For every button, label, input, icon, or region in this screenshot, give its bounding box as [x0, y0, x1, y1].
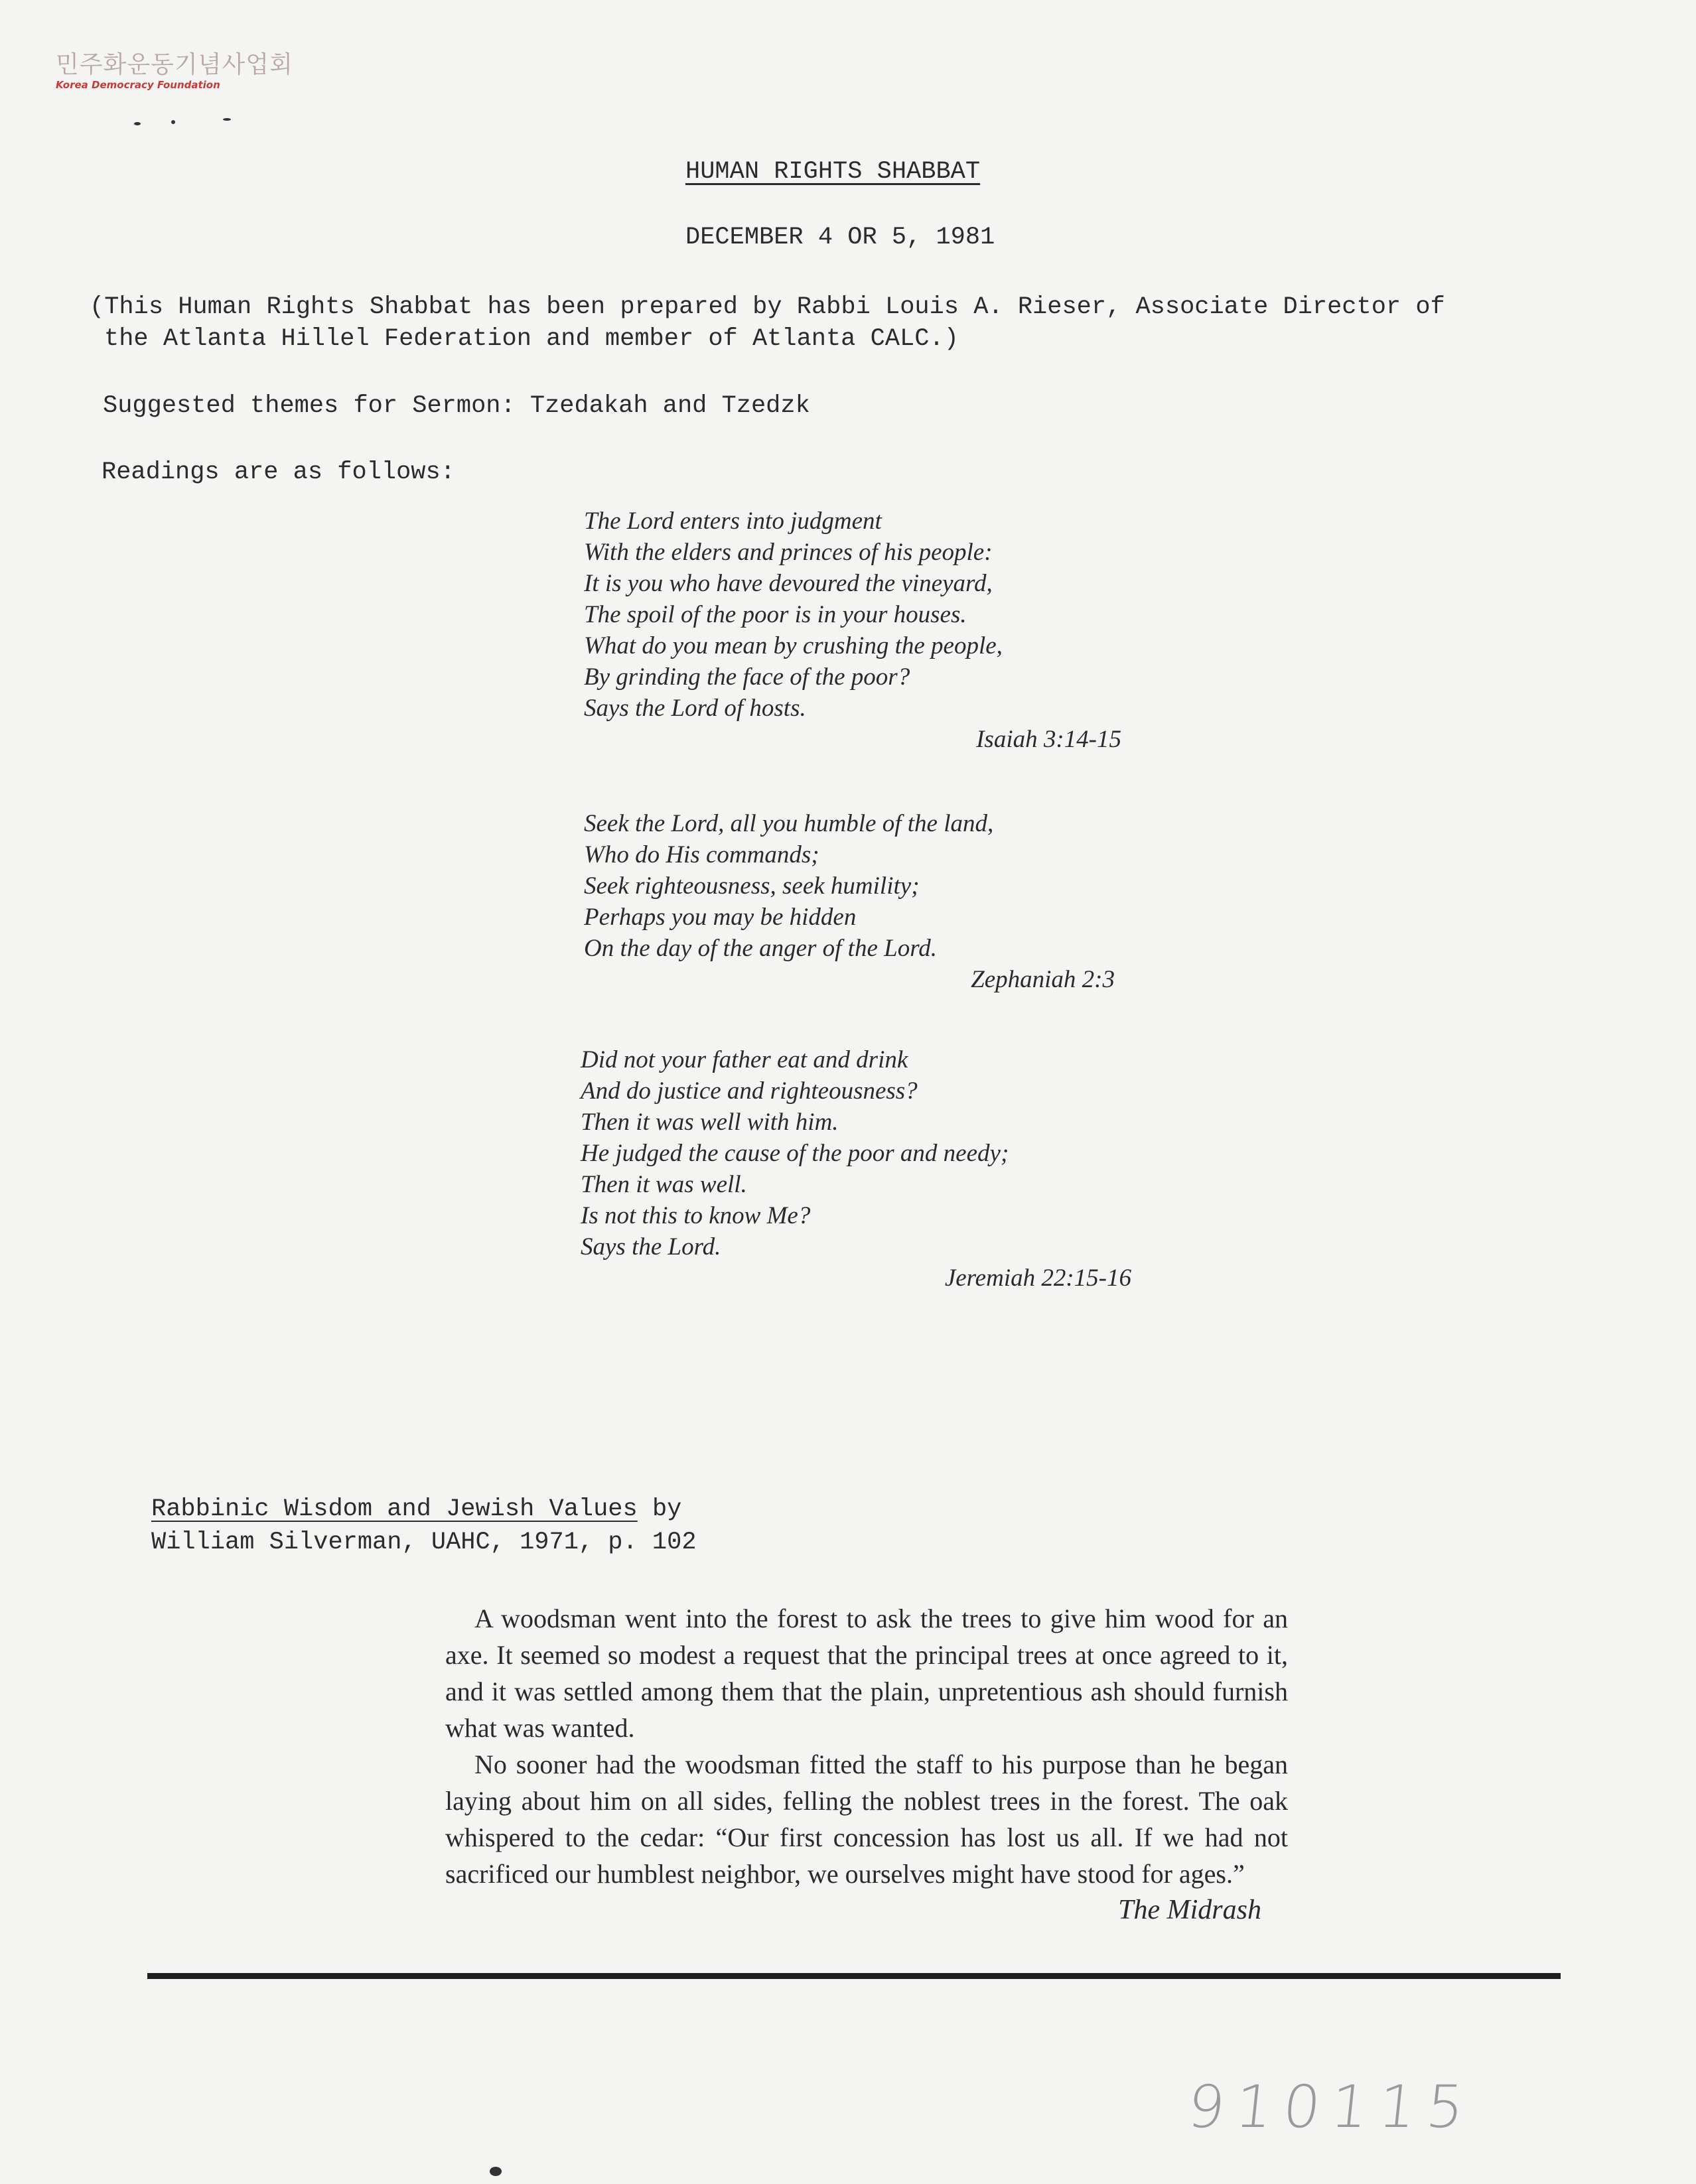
- ink-speck: [134, 122, 141, 125]
- source-book-line: [151, 1495, 681, 1523]
- preparer-note-line2: the Atlanta Hillel Federation and member of Atlanta CALC.): [104, 325, 959, 353]
- verse-line: He judged the cause of the poor and needy;: [581, 1140, 1009, 1167]
- midrash-story: [445, 1600, 1288, 1929]
- verse-line: What do you mean by crushing the people,: [584, 632, 1003, 659]
- verse-line: Says the Lord of hosts.: [584, 695, 806, 722]
- verse-line: Did not your father eat and drink: [581, 1046, 908, 1073]
- page-title: HUMAN RIGHTS SHABBAT: [685, 158, 981, 186]
- reading-jeremiah: [581, 1044, 1131, 1294]
- verse-line: The spoil of the poor is in your houses.: [584, 601, 967, 628]
- verse-line: Seek the Lord, all you humble of the land,: [584, 810, 994, 837]
- verse-line: And do justice and righteousness?: [581, 1077, 918, 1105]
- source-author-line: William Silverman, UAHC, 1971, p. 102: [151, 1529, 697, 1556]
- story-paragraph-2: No sooner had the woodsman fitted the staff to his purpose than he began laying about him on all sides, felling the noblest trees in the forest. The oak whispered to the cedar: “Our first concession has lost us all. If we had not sacrificed our humblest neighbor, we ourselves might have stood for ages.”: [445, 1749, 1288, 1889]
- horizontal-rule: [147, 1973, 1561, 1979]
- verse-line: Says the Lord.: [581, 1233, 721, 1261]
- verse-line: Perhaps you may be hidden: [584, 904, 857, 931]
- readings-intro: Readings are as follows:: [102, 458, 455, 486]
- reading-zephaniah: [584, 808, 1128, 995]
- source-book-title: Rabbinic Wisdom and Jewish Values: [151, 1495, 638, 1523]
- verse-citation: Zephaniah 2:3: [971, 966, 1115, 993]
- verse-line: By grinding the face of the poor?: [584, 663, 910, 691]
- logo-english-text: Korea Democracy Foundation: [56, 79, 220, 91]
- source-by: by: [637, 1495, 682, 1523]
- verse-line: The Lord enters into judgment: [584, 508, 882, 535]
- logo-korean-text: 민주화운동기념사업회: [56, 51, 293, 78]
- verse-line: Seek righteousness, seek humility;: [584, 872, 920, 900]
- page-date: DECEMBER 4 OR 5, 1981: [685, 224, 995, 251]
- handwritten-archive-number: 910115: [1184, 2073, 1478, 2141]
- verse-line: Who do His commands;: [584, 841, 819, 868]
- ink-speck: [171, 120, 175, 124]
- verse-line: It is you who have devoured the vineyard,: [584, 570, 993, 597]
- story-paragraph-1: A woodsman went into the forest to ask the trees to give him wood for an axe. It seemed so modest a request that the principal trees at once agreed to it, and it was settled among them that the plain, unpretentious ash should furnish what was wanted.: [445, 1604, 1288, 1743]
- verse-line: Then it was well.: [581, 1171, 747, 1198]
- verse-line: On the day of the anger of the Lord.: [584, 935, 937, 962]
- verse-line: Is not this to know Me?: [581, 1202, 811, 1229]
- ink-speck: [223, 118, 231, 121]
- sermon-themes: Suggested themes for Sermon: Tzedakah and Tzedzk: [103, 392, 810, 420]
- ink-speck: [490, 2167, 502, 2176]
- reading-isaiah: [584, 506, 1121, 755]
- verse-line: Then it was well with him.: [581, 1109, 839, 1136]
- verse-citation: Jeremiah 22:15-16: [944, 1264, 1131, 1292]
- preparer-note-line1: (This Human Rights Shabbat has been prepared by Rabbi Louis A. Rieser, Associate Director of: [90, 293, 1445, 321]
- verse-line: With the elders and princes of his people:: [584, 539, 993, 566]
- foundation-logo: [56, 51, 293, 92]
- verse-citation: Isaiah 3:14-15: [976, 726, 1121, 753]
- story-attribution: The Midrash: [1118, 1895, 1261, 1925]
